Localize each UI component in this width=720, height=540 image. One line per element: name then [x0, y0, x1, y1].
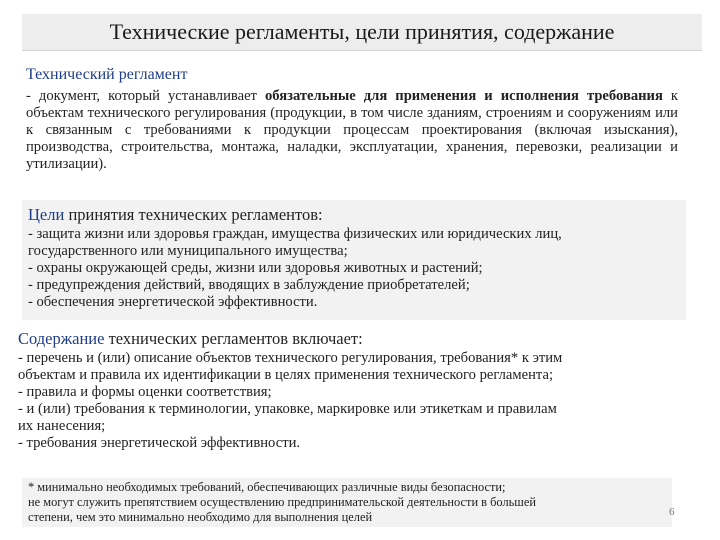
goals-item: государственного или муниципального имущества; — [28, 243, 348, 259]
footnote-line: не могут служить препятствием осуществлению предпринимательской деятельности в большей — [28, 495, 536, 509]
content-item: - перечень и (или) описание объектов технического регулирования, требования* к этим — [18, 350, 563, 366]
footnote-line: степени, чем это минимально необходимо для выполнения целей — [28, 510, 373, 524]
definition-text-part1: - документ, который устанавливает — [26, 88, 265, 104]
goals-item: - предупреждения действий, вводящих в заблуждение приобретателей; — [28, 277, 470, 293]
page-number: 6 — [669, 506, 675, 518]
content-item: объектам и правила их идентификации в целях применения технического регламента; — [18, 367, 554, 383]
definition-block — [26, 66, 678, 173]
content-heading — [18, 330, 686, 347]
content-item: их нанесения; — [18, 418, 106, 434]
content-item: - правила и формы оценки соответствия; — [18, 384, 272, 400]
slide-title: Технические регламенты, цели принятия, содержание — [109, 19, 615, 44]
footnote-block — [22, 478, 672, 527]
definition-text — [26, 88, 678, 173]
content-heading-accent: Содержание — [18, 329, 105, 348]
slide-title-bar — [22, 14, 702, 51]
goals-item: - охраны окружающей среды, жизни или здоровья животных и растений; — [28, 260, 483, 276]
goals-block — [22, 200, 686, 320]
goals-heading — [28, 206, 678, 223]
goals-heading-rest: принятия технических регламентов: — [64, 205, 323, 224]
definition-text-part2: к объектам технического регулирования (продукции, в том числе зданиям, строениям и сооружениям или к связанным с требованиями к продукции процессам проектирования (включая изыскания), производства, строительства, монтажа, наладки, эксплуатации, хранения, перевозки, реализации и утилизации). — [26, 88, 678, 172]
content-item: - и (или) требования к терминологии, упаковке, маркировке или этикеткам и правилам — [18, 401, 557, 417]
definition-text-bold: обязательные для применения и исполнения требования — [264, 88, 663, 104]
goals-heading-accent: Цели — [28, 205, 65, 224]
definition-heading: Технический регламент — [26, 66, 188, 83]
goals-item: - обеспечения энергетической эффективности. — [28, 294, 318, 310]
content-block — [18, 330, 686, 452]
goals-item: - защита жизни или здоровья граждан, имущества физических или юридических лиц, — [28, 226, 562, 242]
content-item: - требования энергетической эффективности. — [18, 435, 301, 451]
footnote-line: * минимально необходимых требований, обеспечивающих различные виды безопасности; — [28, 480, 506, 494]
content-heading-rest: технических регламентов включает: — [104, 329, 363, 348]
